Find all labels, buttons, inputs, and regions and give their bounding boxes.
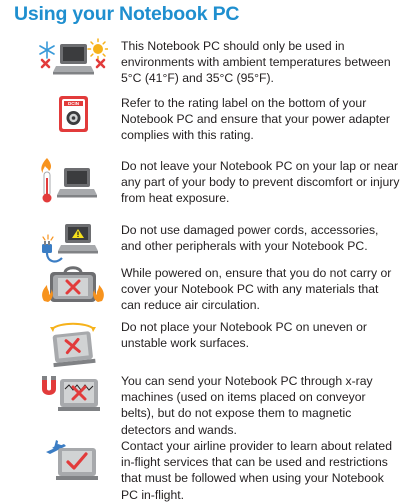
item-text: Do not use damaged power cords, accessories, and other peripherals with your Notebook PC.: [121, 223, 379, 254]
item-text: This Notebook PC should only be used in environments with ambient temperatures between 5°C (41°F) and 35°C (95°F).: [121, 39, 391, 86]
uneven-surface-icon: [38, 319, 108, 369]
page-title: Using your Notebook PC: [14, 3, 240, 25]
item-text: Do not leave your Notebook PC on your lap or near any part of your body to prevent discomfort or injury from heat exposure.: [121, 159, 400, 206]
item-text: Contact your airline provider to learn about related in-flight services that can be used and restrictions that must be followed when using your Notebook PC in-flight.: [121, 439, 392, 502]
rating-label-icon: [38, 95, 108, 145]
heat-exposure-icon: [38, 158, 108, 208]
item-text: Refer to the rating label on the bottom of your Notebook PC and ensure that your power adapter complies with this rating.: [121, 96, 390, 143]
item-text: While powered on, ensure that you do not carry or cover your Notebook PC with any materials that can reduce air circulation.: [121, 266, 392, 313]
item-text: You can send your Notebook PC through x-ray machines (used on items placed on conveyor belts), but do not expose them to magnetic detectors and wands.: [121, 374, 373, 437]
xray-magnet-icon: [38, 373, 108, 423]
temperature-range-icon: [38, 38, 108, 88]
rating-label-text: DCIN: [68, 101, 79, 107]
item-text: Do not place your Notebook PC on uneven or unstable work surfaces.: [121, 320, 367, 351]
covered-notebook-icon: [38, 265, 108, 315]
in-flight-icon: [38, 438, 108, 488]
